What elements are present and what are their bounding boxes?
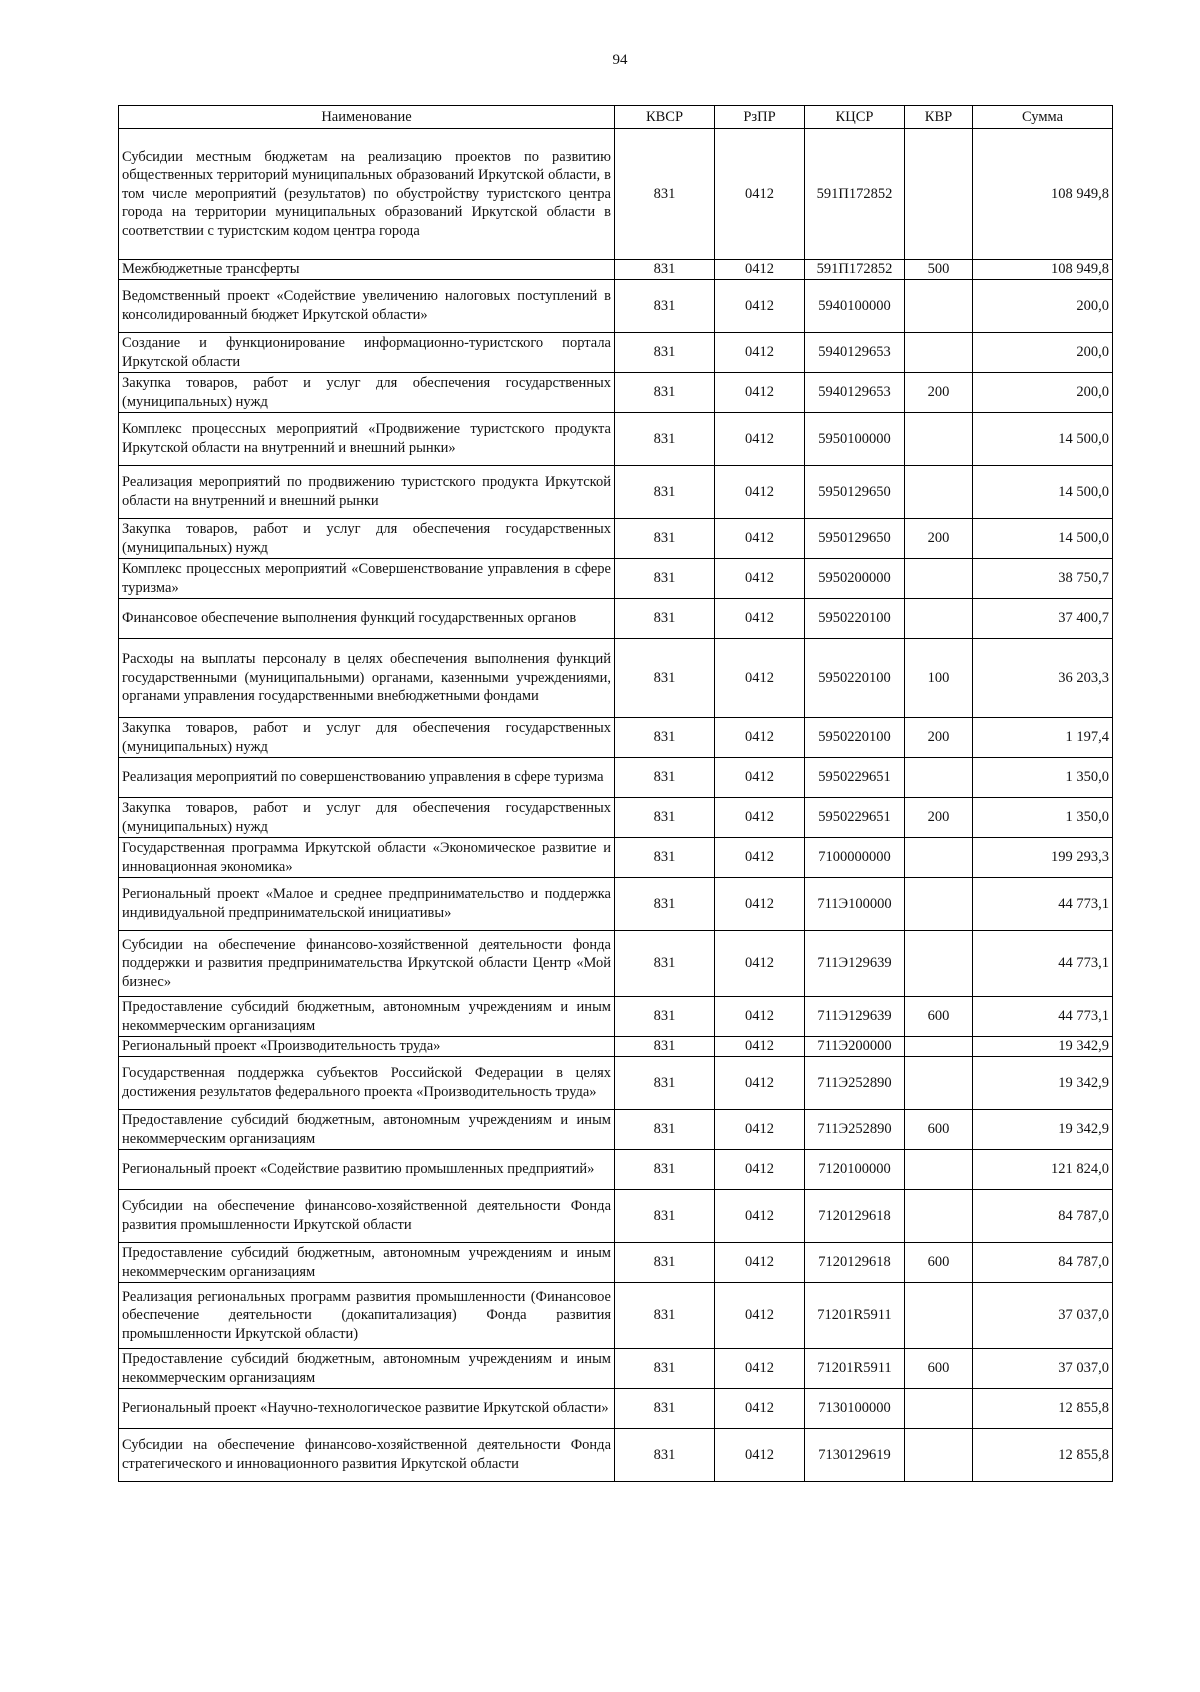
table-row: [119, 260, 1113, 280]
cell-kvsr: 831: [615, 997, 715, 1037]
cell-kcsr: 71201R5911: [805, 1349, 905, 1389]
column-header-kvr: КВР: [905, 106, 973, 129]
cell-kvr: [905, 333, 973, 373]
cell-kvsr: 831: [615, 129, 715, 260]
cell-rzpr: 0412: [715, 1110, 805, 1150]
cell-kvr: 600: [905, 1349, 973, 1389]
cell-name: Ведомственный проект «Содействие увеличению налоговых поступлений в консолидированный бюджет Иркутской области»: [119, 280, 615, 333]
cell-sum: 44 773,1: [973, 878, 1113, 931]
cell-name: Закупка товаров, работ и услуг для обеспечения государственных (муниципальных) нужд: [119, 798, 615, 838]
column-header-name: Наименование: [119, 106, 615, 129]
cell-sum: 108 949,8: [973, 129, 1113, 260]
cell-sum: 200,0: [973, 373, 1113, 413]
cell-kcsr: 5950100000: [805, 413, 905, 466]
cell-rzpr: 0412: [715, 1190, 805, 1243]
table-header-row: [119, 106, 1113, 129]
cell-sum: 14 500,0: [973, 466, 1113, 519]
cell-sum: 12 855,8: [973, 1429, 1113, 1482]
cell-rzpr: 0412: [715, 280, 805, 333]
cell-kcsr: 711Э100000: [805, 878, 905, 931]
cell-sum: 37 037,0: [973, 1283, 1113, 1349]
cell-sum: 14 500,0: [973, 519, 1113, 559]
cell-kvsr: 831: [615, 1389, 715, 1429]
cell-rzpr: 0412: [715, 798, 805, 838]
cell-name: Закупка товаров, работ и услуг для обеспечения государственных (муниципальных) нужд: [119, 718, 615, 758]
cell-kvsr: 831: [615, 1190, 715, 1243]
cell-name: Создание и функционирование информационно-туристского портала Иркутской области: [119, 333, 615, 373]
page-number: 94: [612, 52, 628, 68]
cell-kvr: 600: [905, 997, 973, 1037]
cell-sum: 37 400,7: [973, 599, 1113, 639]
cell-rzpr: 0412: [715, 1243, 805, 1283]
cell-kvsr: 831: [615, 1110, 715, 1150]
table-row: [119, 878, 1113, 931]
cell-kcsr: 591П172852: [805, 129, 905, 260]
table-row: [119, 1057, 1113, 1110]
cell-kvsr: 831: [615, 1429, 715, 1482]
column-header-kvsr: КВСР: [615, 106, 715, 129]
cell-kvr: [905, 1057, 973, 1110]
cell-kvr: [905, 413, 973, 466]
cell-kvr: 600: [905, 1243, 973, 1283]
cell-kvr: 600: [905, 1110, 973, 1150]
cell-rzpr: 0412: [715, 997, 805, 1037]
cell-rzpr: 0412: [715, 1037, 805, 1057]
cell-name: Расходы на выплаты персоналу в целях обеспечения выполнения функций государственными (муниципальными) органами, казенными учреждениями, органами управления государственными внебюджетными фондами: [119, 639, 615, 718]
cell-kvsr: 831: [615, 1349, 715, 1389]
table-row: [119, 559, 1113, 599]
cell-sum: 1 197,4: [973, 718, 1113, 758]
cell-sum: 200,0: [973, 280, 1113, 333]
cell-kvsr: 831: [615, 1243, 715, 1283]
table-row: [119, 129, 1113, 260]
cell-kvsr: 831: [615, 373, 715, 413]
table-row: [119, 1037, 1113, 1057]
cell-rzpr: 0412: [715, 413, 805, 466]
cell-kcsr: 711Э200000: [805, 1037, 905, 1057]
cell-sum: 36 203,3: [973, 639, 1113, 718]
cell-sum: 44 773,1: [973, 997, 1113, 1037]
cell-sum: 200,0: [973, 333, 1113, 373]
cell-sum: 12 855,8: [973, 1389, 1113, 1429]
cell-kvr: [905, 466, 973, 519]
cell-kcsr: 711Э252890: [805, 1057, 905, 1110]
cell-kcsr: 5950129650: [805, 519, 905, 559]
cell-sum: 44 773,1: [973, 931, 1113, 997]
cell-sum: 84 787,0: [973, 1243, 1113, 1283]
cell-kvsr: 831: [615, 639, 715, 718]
cell-sum: 199 293,3: [973, 838, 1113, 878]
table-row: [119, 1429, 1113, 1482]
cell-sum: 19 342,9: [973, 1110, 1113, 1150]
cell-kvr: 200: [905, 373, 973, 413]
column-header-kcsr: КЦСР: [805, 106, 905, 129]
cell-name: Комплекс процессных мероприятий «Совершенствование управления в сфере туризма»: [119, 559, 615, 599]
cell-kcsr: 5950220100: [805, 718, 905, 758]
cell-sum: 1 350,0: [973, 758, 1113, 798]
cell-kvr: [905, 1150, 973, 1190]
cell-kvr: [905, 280, 973, 333]
cell-kvsr: 831: [615, 838, 715, 878]
cell-rzpr: 0412: [715, 373, 805, 413]
cell-kvsr: 831: [615, 798, 715, 838]
cell-name: Предоставление субсидий бюджетным, автономным учреждениям и иным некоммерческим организациям: [119, 1243, 615, 1283]
cell-sum: 37 037,0: [973, 1349, 1113, 1389]
cell-name: Региональный проект «Научно-технологическое развитие Иркутской области»: [119, 1389, 615, 1429]
cell-rzpr: 0412: [715, 718, 805, 758]
cell-kvr: [905, 129, 973, 260]
cell-name: Государственная поддержка субъектов Российской Федерации в целях достижения результатов федерального проекта «Производительность труда»: [119, 1057, 615, 1110]
cell-name: Предоставление субсидий бюджетным, автономным учреждениям и иным некоммерческим организациям: [119, 1110, 615, 1150]
table-row: [119, 1243, 1113, 1283]
cell-name: Субсидии на обеспечение финансово-хозяйственной деятельности Фонда стратегического и инновационного развития Иркутской области: [119, 1429, 615, 1482]
cell-kcsr: 5950129650: [805, 466, 905, 519]
cell-kvr: [905, 1429, 973, 1482]
cell-rzpr: 0412: [715, 878, 805, 931]
cell-kcsr: 711Э129639: [805, 931, 905, 997]
cell-sum: 14 500,0: [973, 413, 1113, 466]
cell-rzpr: 0412: [715, 758, 805, 798]
cell-name: Реализация региональных программ развития промышленности (Финансовое обеспечение деятельности (докапитализация) Фонда развития промышленности Иркутской области): [119, 1283, 615, 1349]
cell-kcsr: 5950220100: [805, 639, 905, 718]
cell-kvsr: 831: [615, 519, 715, 559]
table-row: [119, 280, 1113, 333]
table-row: [119, 1190, 1113, 1243]
cell-name: Закупка товаров, работ и услуг для обеспечения государственных (муниципальных) нужд: [119, 373, 615, 413]
cell-kvr: [905, 758, 973, 798]
table-body: [119, 129, 1113, 1482]
cell-kcsr: 5950229651: [805, 758, 905, 798]
cell-name: Комплекс процессных мероприятий «Продвижение туристского продукта Иркутской области на внутренний и внешний рынки»: [119, 413, 615, 466]
table-row: [119, 413, 1113, 466]
cell-kcsr: 7120100000: [805, 1150, 905, 1190]
column-header-sum: Сумма: [973, 106, 1113, 129]
cell-kvsr: 831: [615, 1057, 715, 1110]
cell-kcsr: 711Э252890: [805, 1110, 905, 1150]
cell-kcsr: 5940129653: [805, 373, 905, 413]
cell-kcsr: 5940100000: [805, 280, 905, 333]
cell-name: Региональный проект «Малое и среднее предпринимательство и поддержка индивидуальной предпринимательской инициативы»: [119, 878, 615, 931]
cell-rzpr: 0412: [715, 639, 805, 718]
cell-kcsr: 5950200000: [805, 559, 905, 599]
cell-name: Государственная программа Иркутской области «Экономическое развитие и инновационная экономика»: [119, 838, 615, 878]
cell-kvsr: 831: [615, 413, 715, 466]
table-row: [119, 1110, 1113, 1150]
cell-name: Реализация мероприятий по совершенствованию управления в сфере туризма: [119, 758, 615, 798]
table-row: [119, 931, 1113, 997]
cell-rzpr: 0412: [715, 599, 805, 639]
cell-kcsr: 7120129618: [805, 1190, 905, 1243]
table-row: [119, 1150, 1113, 1190]
cell-kvsr: 831: [615, 718, 715, 758]
cell-kcsr: 591П172852: [805, 260, 905, 280]
cell-kcsr: 5950220100: [805, 599, 905, 639]
cell-rzpr: 0412: [715, 1150, 805, 1190]
cell-name: Субсидии местным бюджетам на реализацию проектов по развитию общественных территорий муниципальных образований Иркутской области, в том числе мероприятий (результатов) по обустройству туристского центра города на территории муниципальных образований Иркутской области в соответствии с туристским кодом центра города: [119, 129, 615, 260]
cell-name: Субсидии на обеспечение финансово-хозяйственной деятельности Фонда развития промышленности Иркутской области: [119, 1190, 615, 1243]
cell-sum: 1 350,0: [973, 798, 1113, 838]
table-row: [119, 798, 1113, 838]
cell-name: Субсидии на обеспечение финансово-хозяйственной деятельности фонда поддержки и развития предпринимательства Иркутской области Центр «Мой бизнес»: [119, 931, 615, 997]
cell-kvr: 100: [905, 639, 973, 718]
cell-rzpr: 0412: [715, 129, 805, 260]
cell-kvsr: 831: [615, 1037, 715, 1057]
table-row: [119, 718, 1113, 758]
table-row: [119, 1389, 1113, 1429]
cell-sum: 84 787,0: [973, 1190, 1113, 1243]
cell-kvr: [905, 1190, 973, 1243]
cell-rzpr: 0412: [715, 1389, 805, 1429]
cell-kvsr: 831: [615, 260, 715, 280]
cell-kcsr: 7100000000: [805, 838, 905, 878]
cell-kvr: [905, 1037, 973, 1057]
cell-sum: 108 949,8: [973, 260, 1113, 280]
cell-name: Региональный проект «Производительность труда»: [119, 1037, 615, 1057]
cell-kvr: 200: [905, 718, 973, 758]
cell-kcsr: 71201R5911: [805, 1283, 905, 1349]
cell-kvsr: 831: [615, 878, 715, 931]
cell-kcsr: 7130100000: [805, 1389, 905, 1429]
cell-rzpr: 0412: [715, 1283, 805, 1349]
cell-name: Предоставление субсидий бюджетным, автономным учреждениям и иным некоммерческим организациям: [119, 997, 615, 1037]
cell-sum: 19 342,9: [973, 1037, 1113, 1057]
cell-name: Межбюджетные трансферты: [119, 260, 615, 280]
cell-kvr: [905, 1283, 973, 1349]
cell-rzpr: 0412: [715, 1057, 805, 1110]
table-row: [119, 599, 1113, 639]
cell-kvr: [905, 1389, 973, 1429]
table-row: [119, 758, 1113, 798]
cell-rzpr: 0412: [715, 519, 805, 559]
table-row: [119, 838, 1113, 878]
cell-rzpr: 0412: [715, 260, 805, 280]
cell-rzpr: 0412: [715, 466, 805, 519]
cell-kvr: [905, 931, 973, 997]
table-row: [119, 519, 1113, 559]
cell-kvsr: 831: [615, 599, 715, 639]
cell-kvr: 500: [905, 260, 973, 280]
cell-kcsr: 711Э129639: [805, 997, 905, 1037]
cell-kvsr: 831: [615, 466, 715, 519]
cell-rzpr: 0412: [715, 1429, 805, 1482]
table-row: [119, 997, 1113, 1037]
cell-kvsr: 831: [615, 1150, 715, 1190]
cell-name: Закупка товаров, работ и услуг для обеспечения государственных (муниципальных) нужд: [119, 519, 615, 559]
cell-kvr: [905, 878, 973, 931]
cell-kcsr: 5940129653: [805, 333, 905, 373]
cell-kcsr: 7130129619: [805, 1429, 905, 1482]
cell-name: Финансовое обеспечение выполнения функций государственных органов: [119, 599, 615, 639]
cell-name: Предоставление субсидий бюджетным, автономным учреждениям и иным некоммерческим организациям: [119, 1349, 615, 1389]
table-row: [119, 1283, 1113, 1349]
cell-rzpr: 0412: [715, 333, 805, 373]
cell-kvsr: 831: [615, 280, 715, 333]
cell-kvr: [905, 838, 973, 878]
cell-kvsr: 831: [615, 333, 715, 373]
cell-kvsr: 831: [615, 758, 715, 798]
table-row: [119, 333, 1113, 373]
cell-rzpr: 0412: [715, 838, 805, 878]
cell-sum: 19 342,9: [973, 1057, 1113, 1110]
cell-rzpr: 0412: [715, 559, 805, 599]
cell-sum: 38 750,7: [973, 559, 1113, 599]
column-header-rzpr: РзПР: [715, 106, 805, 129]
cell-name: Реализация мероприятий по продвижению туристского продукта Иркутской области на внутренний и внешний рынки: [119, 466, 615, 519]
budget-table: [118, 105, 1113, 1482]
table-row: [119, 373, 1113, 413]
cell-name: Региональный проект «Содействие развитию промышленных предприятий»: [119, 1150, 615, 1190]
table-row: [119, 639, 1113, 718]
table-row: [119, 1349, 1113, 1389]
cell-sum: 121 824,0: [973, 1150, 1113, 1190]
cell-kcsr: 7120129618: [805, 1243, 905, 1283]
cell-kvr: [905, 559, 973, 599]
cell-kcsr: 5950229651: [805, 798, 905, 838]
cell-kvsr: 831: [615, 931, 715, 997]
cell-rzpr: 0412: [715, 1349, 805, 1389]
cell-rzpr: 0412: [715, 931, 805, 997]
table-row: [119, 466, 1113, 519]
cell-kvr: [905, 599, 973, 639]
cell-kvsr: 831: [615, 559, 715, 599]
cell-kvsr: 831: [615, 1283, 715, 1349]
cell-kvr: 200: [905, 798, 973, 838]
cell-kvr: 200: [905, 519, 973, 559]
